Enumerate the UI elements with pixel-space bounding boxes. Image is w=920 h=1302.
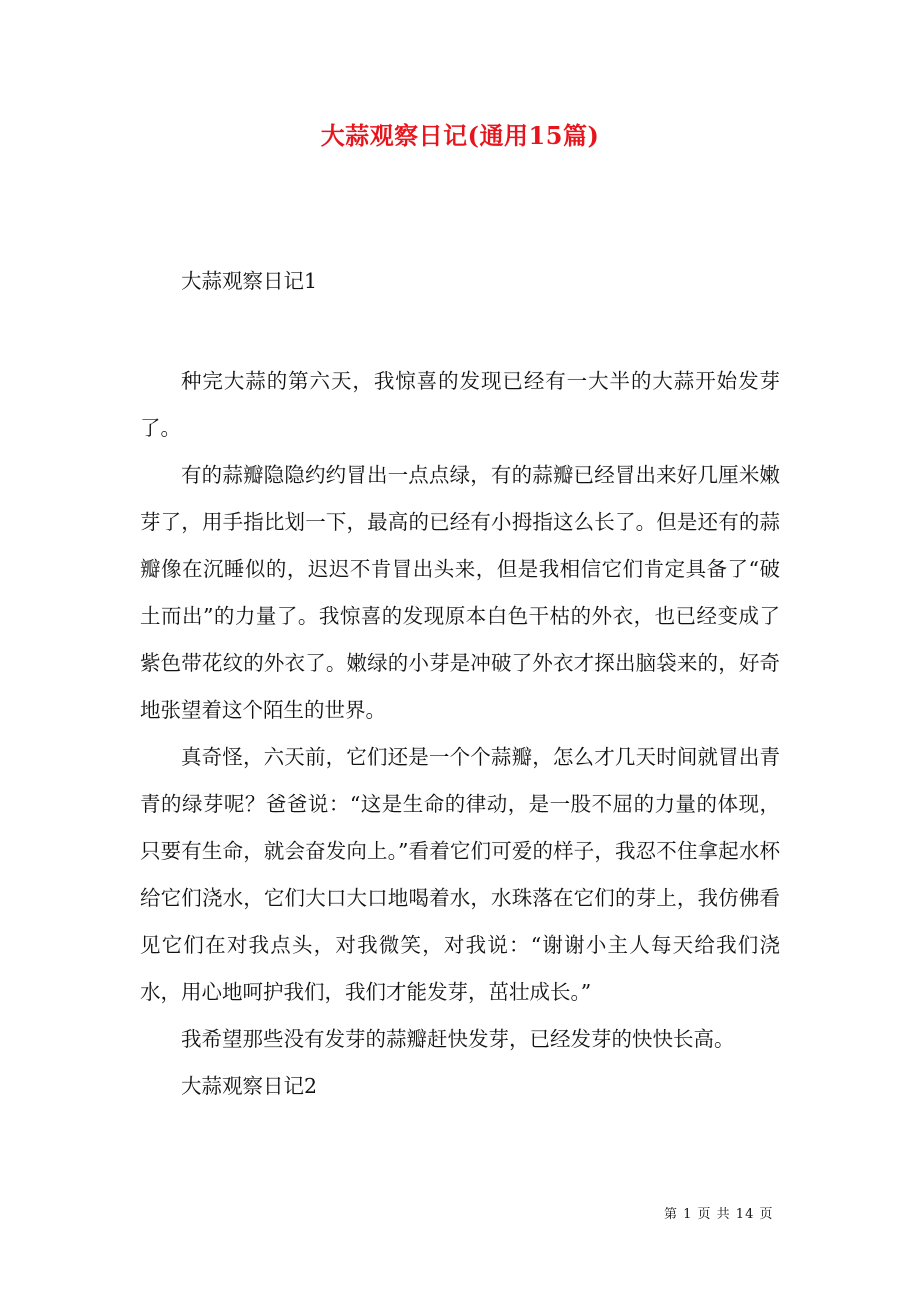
document-title: 大蒜观察日记(通用15篇) xyxy=(320,121,600,150)
section-heading-1: 大蒜观察日记1 xyxy=(181,269,318,293)
paragraph-4: 我希望那些没有发芽的蒜瓣赶快发芽，已经发芽的快快长高。 xyxy=(181,1027,735,1051)
paragraph-1: 种完大蒜的第六天，我惊喜的发现已经有一大半的大蒜开始发芽了。 xyxy=(140,369,780,440)
section-heading-2: 大蒜观察日记2 xyxy=(181,1074,318,1098)
page-footer: 第 1 页 共 14 页 xyxy=(664,1207,774,1222)
paragraph-3: 真奇怪，六天前，它们还是一个个蒜瓣，怎么才几天时间就冒出青青的绿芽呢？爸爸说：“这是生命的律动，是一股不屈的力量的体现，只要有生命，就会奋发向上。”看着它们可爱的样子，我忍不住拿起水杯给它们浇水，它们大口大口地喝着水，水珠落在它们的芽上，我仿佛看见它们在对我点头，对我微笑，对我说：“谢谢小主人每天给我们浇水，用心地呵护我们，我们才能发芽，茁壮成长。” xyxy=(140,745,780,1004)
paragraph-2: 有的蒜瓣隐隐约约冒出一点点绿，有的蒜瓣已经冒出来好几厘米嫩芽了，用手指比划一下，最高的已经有小拇指这么长了。但是还有的蒜瓣像在沉睡似的，迟迟不肯冒出头来，但是我相信它们肯定具备了“破土而出”的力量了。我惊喜的发现原本白色干枯的外衣，也已经变成了紫色带花纹的外衣了。嫩绿的小芽是冲破了外衣才探出脑袋来的，好奇地张望着这个陌生的世界。 xyxy=(140,463,780,722)
